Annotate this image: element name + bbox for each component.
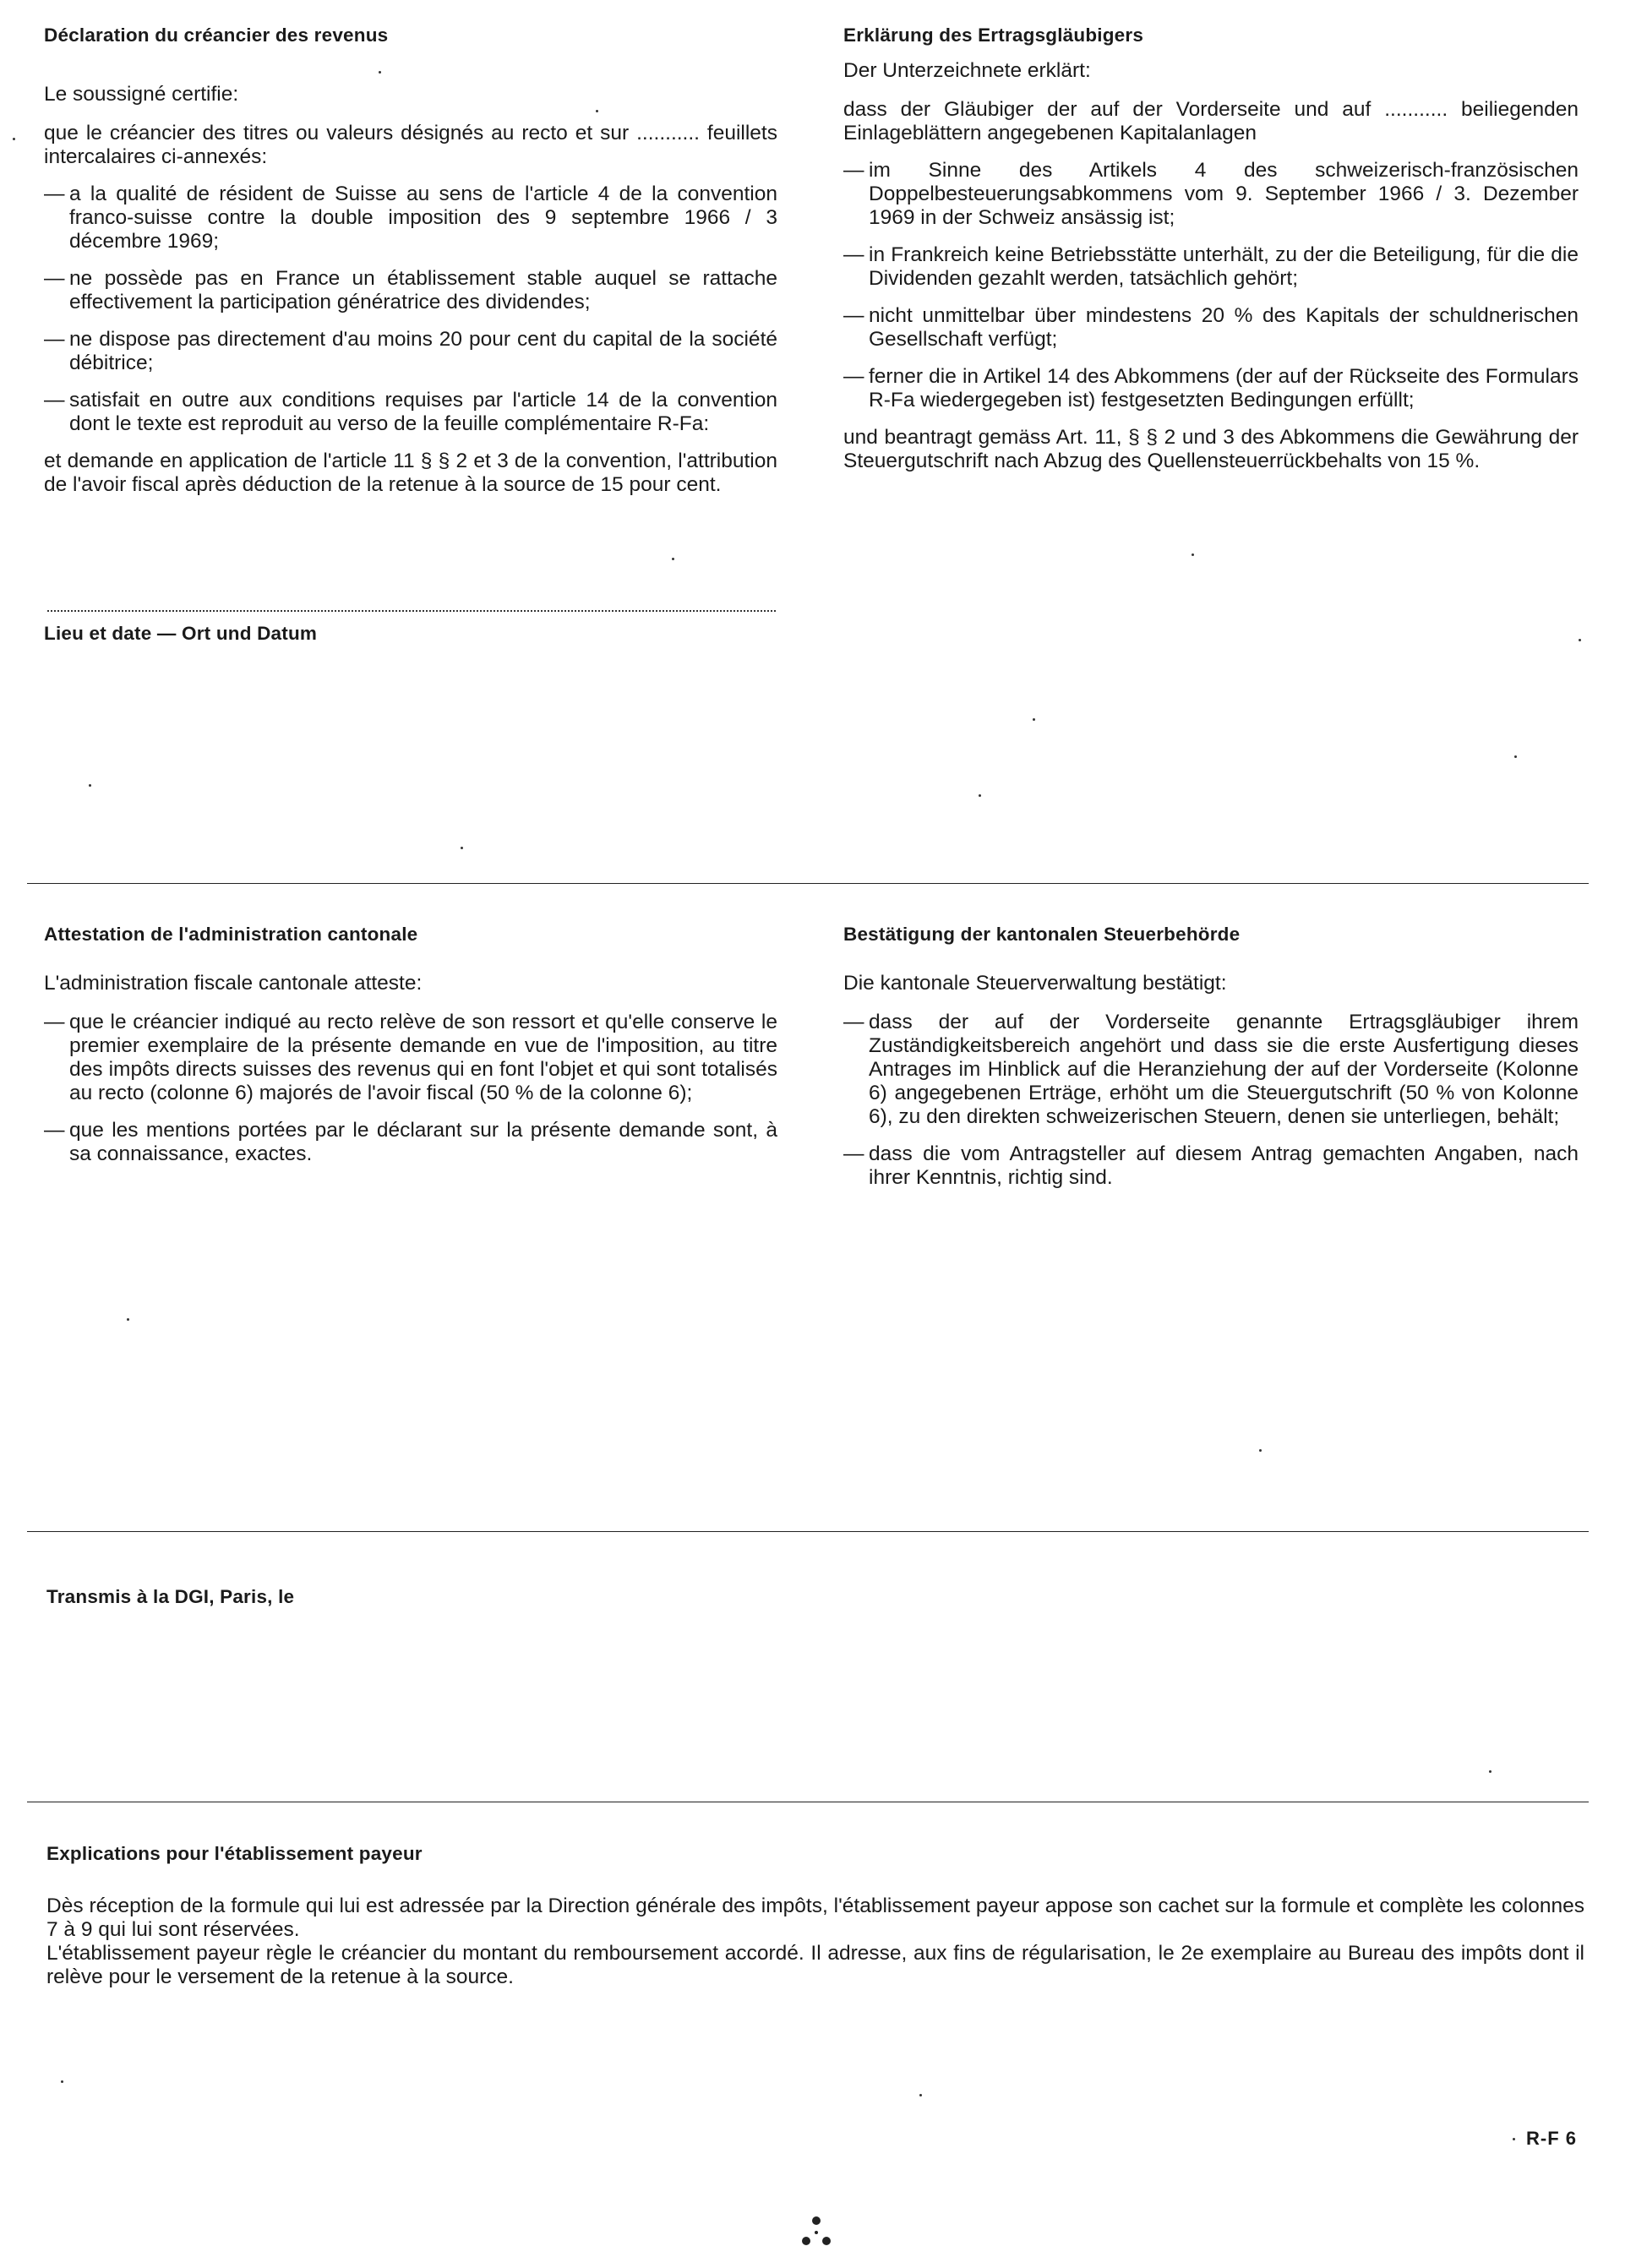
declaration-fr-item-text: ne possède pas en France un établissement stable auquel se rattache effectivement la participation génératrice des dividendes; bbox=[69, 267, 777, 313]
declaration-de-item bbox=[843, 304, 1579, 352]
place-date-field-line[interactable] bbox=[47, 610, 776, 612]
dash-bullet: — bbox=[44, 389, 65, 412]
place-date-label: Lieu et date — Ort und Datum bbox=[44, 623, 318, 644]
declaration-de-item bbox=[843, 365, 1579, 412]
declaration-de-item-text: nicht unmittelbar über mindestens 20 % des Kapitals der schuldnerischen Gesellschaft verfügt; bbox=[869, 304, 1579, 351]
dash-bullet: — bbox=[44, 328, 65, 351]
dash-bullet: — bbox=[44, 1011, 65, 1033]
declaration-de-item-text: in Frankreich keine Betriebsstätte unterhält, zu der die Beteiligung, für die die Dividenden gezahlt werden, tatsächlich gehört; bbox=[869, 243, 1579, 290]
attestation-de-item-text: dass der auf der Vorderseite genannte Ertragsgläubiger ihrem Zuständigkeitsbereich angehört und dass sie die erste Ausfertigung dieses Antrages im Hinblick auf die Heranziehung der auf der Vorderseite (Kolonne 6) angegebenen Erträge, erhöht um die Steuergutschrift (50 % von Kolonne 6), zu den direkten schweizerischen Steuern, denen sie unterliegen, behält; bbox=[869, 1011, 1579, 1128]
section-divider bbox=[27, 1531, 1589, 1532]
scan-speck bbox=[379, 71, 381, 74]
form-code: R-F 6 bbox=[1526, 2128, 1577, 2149]
declaration-fr-lead: que le créancier des titres ou valeurs désignés au recto et sur ........... feuillets intercalaires ci-annexés: bbox=[44, 122, 777, 168]
declaration-fr-item bbox=[44, 183, 777, 254]
declaration-fr-closing: et demande en application de l'article 11 § § 2 et 3 de la convention, l'attribution de l'avoir fiscal après déduction de la retenue à la source de 15 pour cent. bbox=[44, 450, 777, 496]
declaration-de-item bbox=[843, 243, 1579, 291]
declaration-de-heading: Erklärung des Ertragsgläubigers bbox=[843, 25, 1144, 46]
declaration-de bbox=[843, 24, 1579, 487]
registration-mark-icon bbox=[799, 2214, 833, 2248]
attestation-de-item-text: dass die vom Antragsteller auf diesem Antrag gemachten Angaben, nach ihrer Kenntnis, richtig sind. bbox=[869, 1142, 1579, 1189]
attestation-de bbox=[843, 923, 1579, 1203]
explanations-heading: Explications pour l'établissement payeur bbox=[46, 1843, 423, 1864]
scan-speck bbox=[89, 784, 91, 787]
dash-bullet: — bbox=[44, 183, 65, 205]
attestation-fr-item-text: que le créancier indiqué au recto relève de son ressort et qu'elle conserve le premier exemplaire de la présente demande en vue de l'imposition, au titre des impôts directs suisses des revenus qui en font l'objet et qui sont totalisés au recto (colonne 6) majorés de l'avoir fiscal (50 % de la colonne 6); bbox=[69, 1011, 777, 1104]
attestation-fr-item bbox=[44, 1011, 777, 1105]
scan-speck bbox=[1514, 755, 1517, 758]
explanations bbox=[46, 1842, 1584, 1989]
dash-bullet: — bbox=[843, 159, 864, 182]
scan-speck bbox=[127, 1318, 129, 1321]
attestation-de-item bbox=[843, 1142, 1579, 1190]
attestation-fr-intro: L'administration fiscale cantonale atteste: bbox=[44, 972, 423, 995]
declaration-de-lead: dass der Gläubiger der auf der Vorderseite und auf ........... beiliegenden Einlageblättern angegebenen Kapitalanlagen bbox=[843, 98, 1579, 144]
attestation-de-intro: Die kantonale Steuerverwaltung bestätigt: bbox=[843, 972, 1227, 995]
declaration-de-item-text: ferner die in Artikel 14 des Abkommens (der auf der Rückseite des Formulars R-Fa wiedergegeben ist) festgesetzten Bedingungen erfüllt; bbox=[869, 365, 1579, 412]
dash-bullet: — bbox=[843, 243, 864, 266]
scan-speck bbox=[1489, 1770, 1491, 1773]
declaration-fr-item bbox=[44, 328, 777, 375]
transmission-label: Transmis à la DGI, Paris, le bbox=[46, 1586, 295, 1607]
attestation-fr-heading: Attestation de l'administration cantonale bbox=[44, 924, 418, 945]
dash-bullet: — bbox=[843, 1142, 864, 1165]
declaration-fr-item-text: a la qualité de résident de Suisse au sens de l'article 4 de la convention franco-suisse contre la double imposition des 9 septembre 1966 / 3 décembre 1969; bbox=[69, 183, 777, 253]
attestation-fr-item-text: que les mentions portées par le déclarant sur la présente demande sont, à sa connaissance, exactes. bbox=[69, 1119, 777, 1165]
dash-bullet: — bbox=[44, 1119, 65, 1142]
scan-speck bbox=[1192, 553, 1194, 556]
scan-speck bbox=[1513, 2138, 1515, 2140]
scan-speck bbox=[61, 2080, 63, 2083]
scan-speck bbox=[461, 847, 463, 849]
dash-bullet: — bbox=[843, 304, 864, 327]
scan-speck bbox=[1259, 1449, 1262, 1452]
section-divider bbox=[27, 883, 1589, 884]
declaration-de-item-text: im Sinne des Artikels 4 des schweizerisch-französischen Doppelbesteuerungsabkommens vom 9. September 1966 / 3. Dezember 1969 in der Schweiz ansässig ist; bbox=[869, 159, 1579, 229]
dash-bullet: — bbox=[843, 365, 864, 388]
declaration-de-intro: Der Unterzeichnete erklärt: bbox=[843, 59, 1091, 82]
dash-bullet: — bbox=[843, 1011, 864, 1033]
scan-speck bbox=[1033, 718, 1035, 721]
explanations-para-1: Dès réception de la formule qui lui est adressée par la Direction générale des impôts, l'établissement payeur appose son cachet sur la formule et complète les colonnes 7 à 9 qui lui sont réservées. bbox=[46, 1895, 1584, 1941]
attestation-de-heading: Bestätigung der kantonalen Steuerbehörde bbox=[843, 924, 1241, 945]
scan-speck bbox=[13, 138, 15, 140]
declaration-fr-item bbox=[44, 267, 777, 314]
declaration-fr-intro: Le soussigné certifie: bbox=[44, 83, 239, 106]
dash-bullet: — bbox=[44, 267, 65, 290]
scan-speck bbox=[672, 558, 674, 560]
scan-speck bbox=[979, 794, 981, 797]
declaration-fr bbox=[44, 24, 777, 510]
declaration-fr-item-text: ne dispose pas directement d'au moins 20 pour cent du capital de la société débitrice; bbox=[69, 328, 777, 374]
declaration-de-item bbox=[843, 159, 1579, 230]
scan-speck bbox=[919, 2094, 922, 2096]
scan-speck bbox=[596, 110, 598, 112]
declaration-de-closing: und beantragt gemäss Art. 11, § § 2 und 3 des Abkommens die Gewährung der Steuergutschrift nach Abzug des Quellensteuerrückbehalts von 15 %. bbox=[843, 426, 1579, 472]
attestation-de-item bbox=[843, 1011, 1579, 1129]
declaration-fr-heading: Déclaration du créancier des revenus bbox=[44, 25, 389, 46]
declaration-fr-item-text: satisfait en outre aux conditions requises par l'article 14 de la convention dont le texte est reproduit au verso de la feuille complémentaire R-Fa: bbox=[69, 389, 777, 435]
scan-speck bbox=[1579, 639, 1581, 641]
declaration-fr-item bbox=[44, 389, 777, 436]
attestation-fr bbox=[44, 923, 777, 1180]
explanations-para-2: L'établissement payeur règle le créancier du montant du remboursement accordé. Il adresse, aux fins de régularisation, le 2e exemplaire au Bureau des impôts dont il relève pour le versement de la retenue à la source. bbox=[46, 1942, 1584, 1988]
attestation-fr-item bbox=[44, 1119, 777, 1166]
